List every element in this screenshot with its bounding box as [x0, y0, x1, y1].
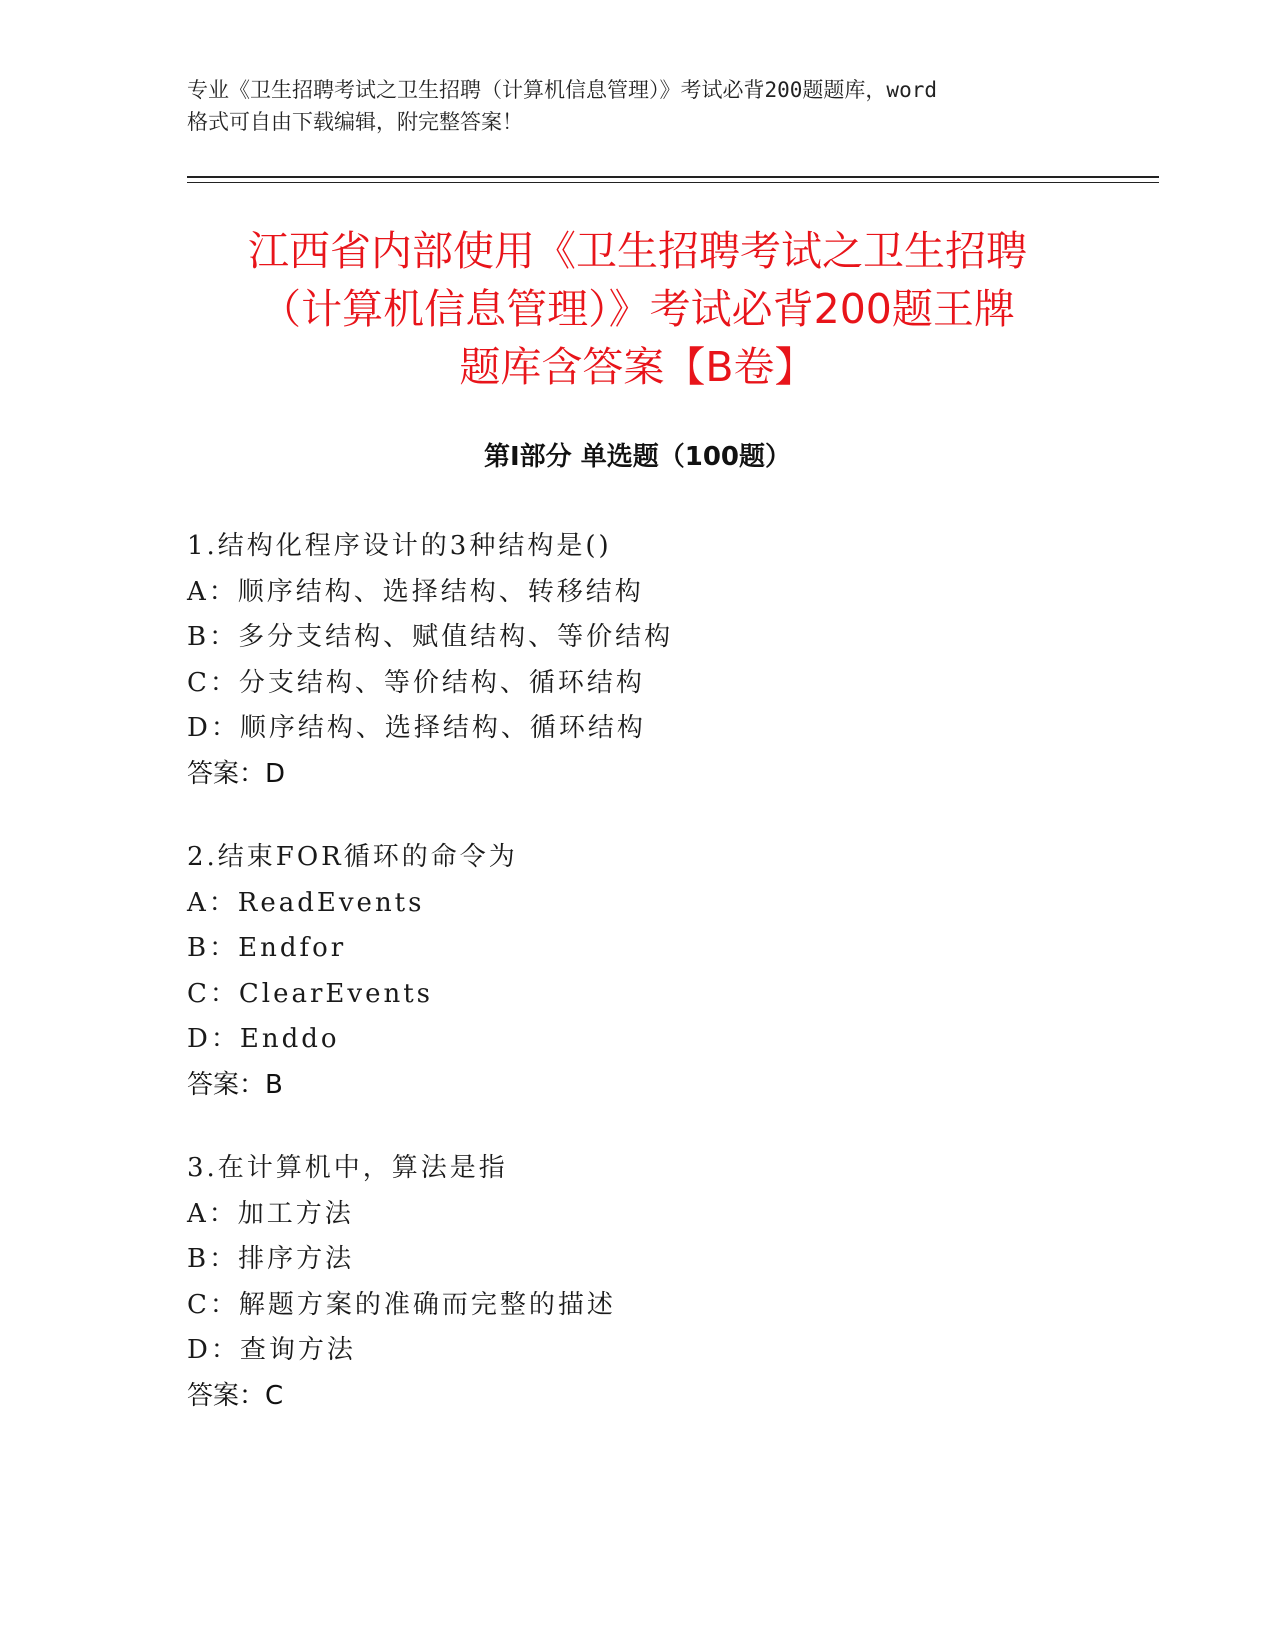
option-a: A：加工方法	[187, 1198, 354, 1229]
option-b: B：多分支结构、赋值结构、等价结构	[187, 622, 674, 652]
option-d: D：查询方法	[187, 1335, 356, 1365]
option-b: B：Endfor	[187, 933, 347, 963]
question-stem: 3.在计算机中，算法是指	[187, 1153, 508, 1183]
question-stem: 1.结构化程序设计的3种结构是()	[187, 531, 612, 561]
header-divider-thin	[187, 182, 1159, 183]
question-item	[187, 1146, 1147, 1419]
header-note-line: 格式可自由下载编辑，附完整答案！	[187, 110, 523, 134]
document-title-line: （计算机信息管理）》考试必背200题王牌	[260, 285, 1015, 333]
answer: 答案：D	[187, 758, 286, 789]
option-d: D：顺序结构、选择结构、循环结构	[187, 713, 646, 743]
header-divider-thick	[187, 176, 1159, 178]
answer: 答案：C	[187, 1380, 284, 1411]
answer: 答案：B	[187, 1069, 283, 1100]
option-c: C：ClearEvents	[187, 978, 434, 1009]
section-title: 第Ⅰ部分 单选题（100题）	[484, 442, 791, 472]
option-c: C：分支结构、等价结构、循环结构	[187, 667, 645, 698]
question-list	[187, 524, 1147, 1457]
option-a: A：顺序结构、选择结构、转移结构	[187, 576, 644, 607]
document-title-line: 题库含答案【B卷】	[459, 343, 816, 391]
option-b: B：排序方法	[187, 1244, 355, 1274]
question-stem: 2.结束FOR循环的命令为	[187, 842, 518, 872]
option-d: D：Enddo	[187, 1024, 340, 1054]
question-item	[187, 835, 1147, 1108]
document-title	[120, 222, 1155, 396]
document-title-line: 江西省内部使用《卫生招聘考试之卫生招聘	[248, 227, 1027, 275]
option-c: C：解题方案的准确而完整的描述	[187, 1289, 616, 1320]
header-note	[187, 74, 1087, 138]
option-a: A：ReadEvents	[187, 887, 425, 918]
question-item	[187, 524, 1147, 797]
header-note-line: 专业《卫生招聘考试之卫生招聘（计算机信息管理）》考试必背200题题库，word	[187, 78, 937, 102]
